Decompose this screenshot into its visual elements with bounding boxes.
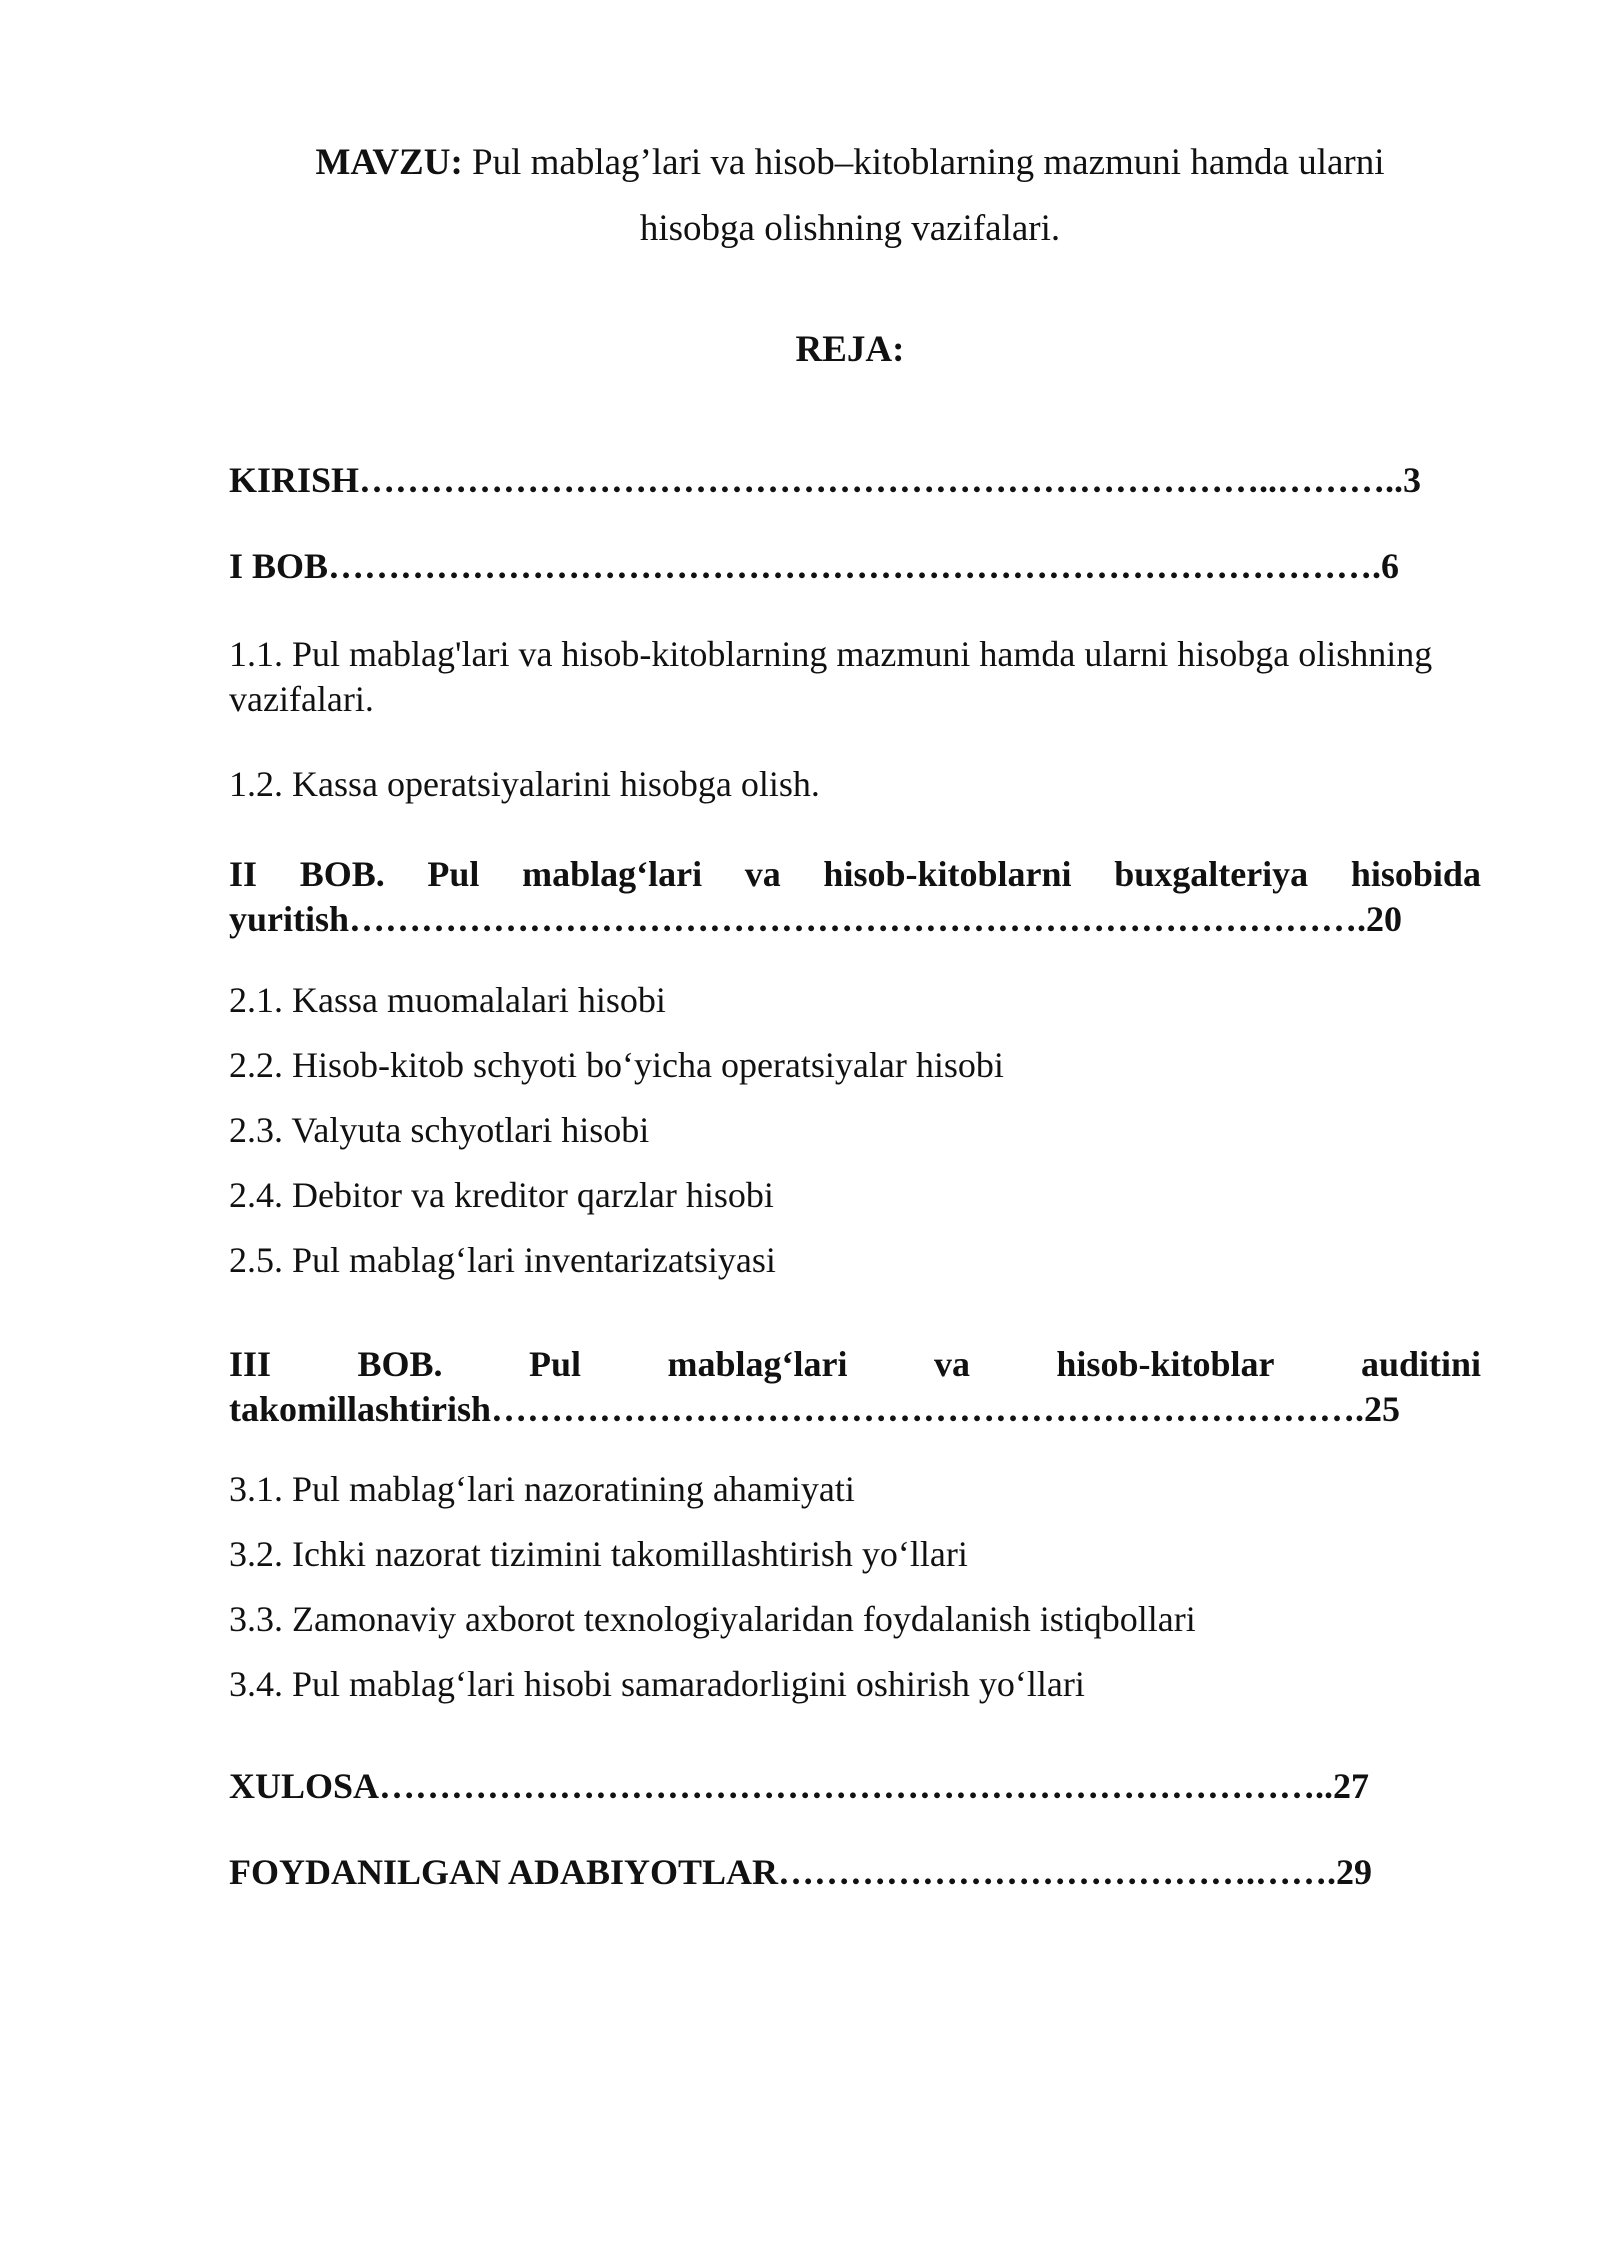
- toc-item-2-5: 2.5. Pul mablag‘lari inventarizatsiyasi: [229, 1240, 776, 1280]
- toc-bob-3-word: auditini: [1360, 1344, 1481, 1384]
- toc-kirish: KIRISH…………………………………………………………………..………..3: [229, 460, 1422, 500]
- title-label: MAVZU:: [315, 142, 463, 183]
- toc-bob-3-word: va: [933, 1344, 970, 1384]
- document-title: [230, 130, 1470, 262]
- toc-bob-3-line2: takomillashtirish……………………………………………………………….25: [229, 1389, 1401, 1429]
- toc-bob-3-word: III: [229, 1344, 272, 1384]
- toc-item-1-2: 1.2. Kassa operatsiyalarini hisobga olish.: [229, 764, 820, 804]
- toc-bob-3-word: hisob-kitoblar: [1056, 1344, 1275, 1384]
- plan-heading: REJA:: [795, 329, 905, 370]
- toc-item-1-1: 1.1. Pul mablag'lari va hisob-kitoblarning mazmuni hamda ularni hisobga olishning vazifalari.: [229, 634, 1433, 719]
- toc-item-3-4: 3.4. Pul mablag‘lari hisobi samaradorligini oshirish yo‘llari: [229, 1664, 1085, 1704]
- toc-bob-2-word: hisobida: [1350, 854, 1481, 894]
- toc-xulosa: XULOSA……………………………………………………………………..27: [229, 1766, 1370, 1806]
- toc-bob-3: [229, 1342, 1481, 1432]
- toc-item-3-2: 3.2. Ichki nazorat tizimini takomillashtirish yo‘llari: [229, 1534, 968, 1574]
- toc-bob-2-word: hisob-kitoblarni: [823, 854, 1072, 894]
- toc-item-2-2: 2.2. Hisob-kitob schyoti bo‘yicha operatsiyalar hisobi: [229, 1045, 1004, 1085]
- toc-bob-2-word: va: [744, 854, 781, 894]
- toc-bob-3-line1: [229, 1342, 1481, 1387]
- toc-item-3-1: 3.1. Pul mablag‘lari nazoratining ahamiyati: [229, 1469, 855, 1509]
- toc-bob-2-word: buxgalteriya: [1114, 854, 1309, 894]
- toc-bob-3-word: BOB.: [357, 1344, 443, 1384]
- toc-bob-2-line1: [229, 852, 1481, 897]
- toc-item-2-4: 2.4. Debitor va kreditor qarzlar hisobi: [229, 1175, 774, 1215]
- toc-bob-3-word: Pul: [529, 1344, 582, 1384]
- toc-adabiyotlar: FOYDANILGAN ADABIYOTLAR………………………………….…….29: [229, 1852, 1373, 1892]
- toc-bob-2-line2: yuritish………………………………………………………………………….20: [229, 899, 1403, 939]
- toc-bob-1: I BOB…………………………………………………………………………….6: [229, 546, 1400, 586]
- title-line2: hisobga olishning vazifalari.: [639, 208, 1061, 249]
- toc-bob-2-word: mablag‘lari: [522, 854, 703, 894]
- toc-bob-3-word: mablag‘lari: [667, 1344, 848, 1384]
- toc-bob-2-word: Pul: [427, 854, 480, 894]
- toc-item-3-3: 3.3. Zamonaviy axborot texnologiyalaridan foydalanish istiqbollari: [229, 1599, 1196, 1639]
- toc-bob-2-word: BOB.: [299, 854, 385, 894]
- title-line1: Pul mablag’lari va hisob–kitoblarning mazmuni hamda ularni: [472, 142, 1385, 183]
- toc-bob-2-word: II: [229, 854, 258, 894]
- toc-item-2-3: 2.3. Valyuta schyotlari hisobi: [229, 1110, 650, 1150]
- toc-bob-2: [229, 852, 1481, 942]
- toc-item-2-1: 2.1. Kassa muomalalari hisobi: [229, 980, 666, 1020]
